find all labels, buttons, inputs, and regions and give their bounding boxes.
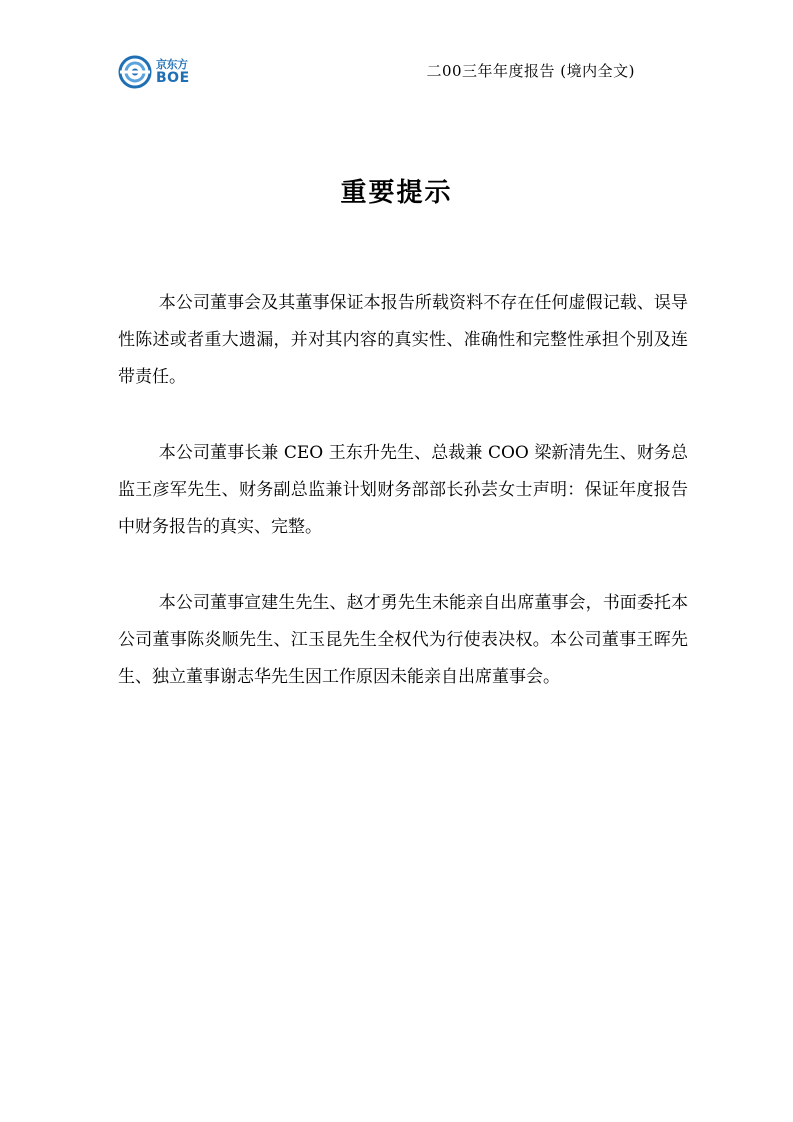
page-title: 重要提示 — [340, 178, 453, 208]
paragraph-board-guarantee: 本公司董事会及其董事保证本报告所载资料不存在任何虚假记载、误导性陈述或者重大遗漏，并对其内容的真实性、准确性和完整性承担个别及连带责任。 — [118, 293, 688, 387]
boe-logo-icon — [118, 55, 154, 89]
report-header-title: 二00三年年度报告 (境内全文) — [426, 62, 635, 80]
logo-chinese-name: 京东方 — [156, 58, 188, 71]
logo-english-name: BOE — [156, 70, 190, 86]
logo-text — [156, 59, 190, 85]
paragraph-executive-declaration: 本公司董事长兼 CEO 王东升先生、总裁兼 COO 梁新清先生、财务总监王彦军先生、财务副总监兼计划财务部部长孙芸女士声明：保证年度报告中财务报告的真实、完整。 — [118, 443, 688, 537]
paragraph-board-attendance: 本公司董事宣建生先生、赵才勇先生未能亲自出席董事会，书面委托本公司董事陈炎顺先生、江玉昆先生全权代为行使表决权。本公司董事王晖先生、独立董事谢志华先生因工作原因未能亲自出席董事会。 — [118, 593, 688, 687]
company-logo — [118, 55, 200, 89]
